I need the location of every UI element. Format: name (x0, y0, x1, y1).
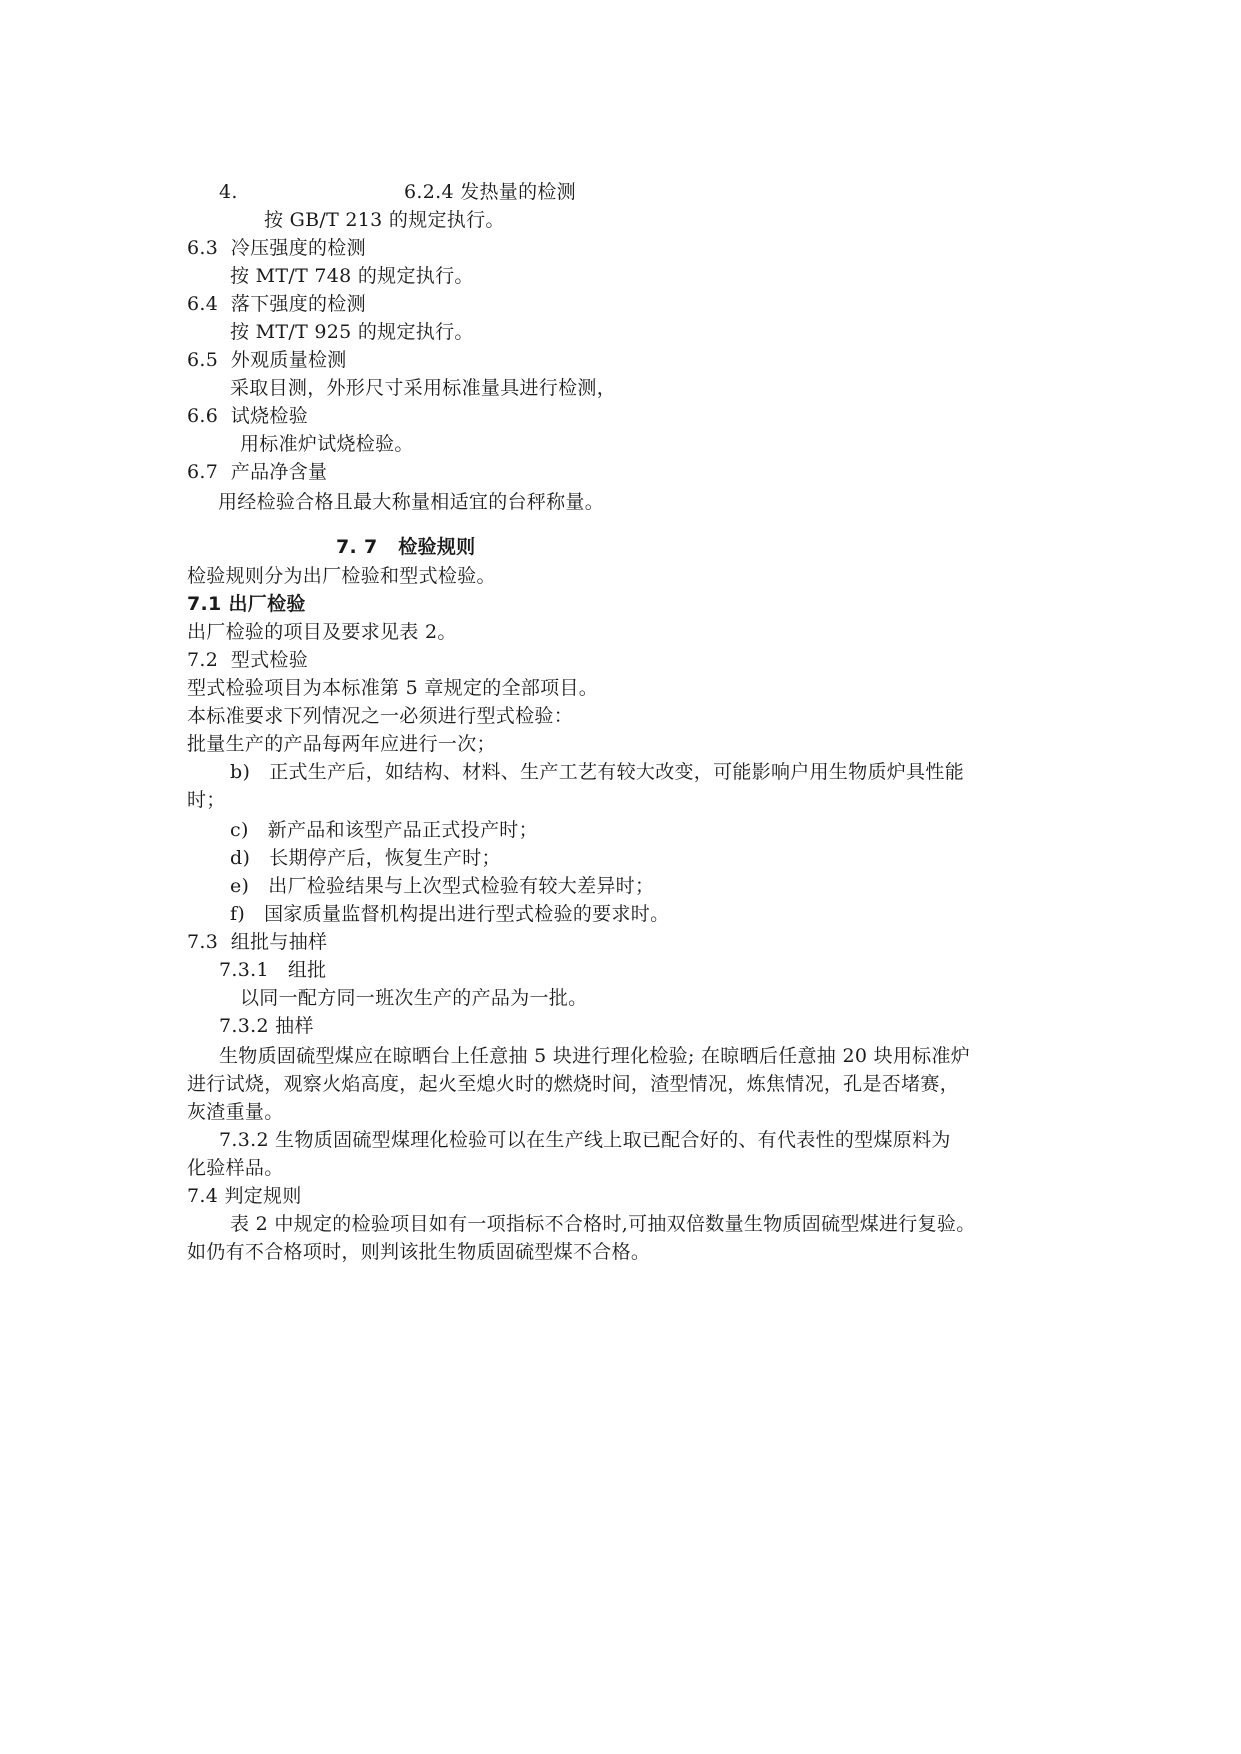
paragraph: 以同一配方同一班次生产的产品为一批。 (240, 987, 588, 1009)
section-heading-6-3: 6.3 冷压强度的检测 (187, 237, 366, 259)
section-heading-6-2-4: 6.2.4 发热量的检测 (404, 181, 576, 203)
paragraph: 出厂检验的项目及要求见表 2。 (187, 621, 457, 643)
paragraph: 检验规则分为出厂检验和型式检验。 (187, 565, 496, 587)
paragraph: 进行试烧，观察火焰高度，起火至熄火时的燃烧时间，渣型情况，炼焦情况，孔是否堵赛， (187, 1073, 960, 1095)
paragraph: 生物质固硫型煤应在晾晒台上任意抽 5 块进行理化检验; 在晾晒后任意抽 20 块用标准炉 (219, 1045, 971, 1067)
list-number: 4. (219, 181, 238, 203)
paragraph: 7.3.2 生物质固硫型煤理化检验可以在生产线上取已配合好的、有代表性的型煤原料为 (219, 1129, 951, 1151)
paragraph: 按 MT/T 925 的规定执行。 (230, 321, 474, 343)
section-heading-6-5: 6.5 外观质量检测 (187, 349, 347, 371)
section-heading-7-3: 7.3 组批与抽样 (187, 931, 328, 953)
list-item: b) 正式生产后，如结构、材料、生产工艺有较大改变，可能影响户用生物质炉具性能 (230, 761, 964, 783)
chapter-heading-7: 7. 7 检验规则 (336, 536, 476, 558)
section-heading-6-4: 6.4 落下强度的检测 (187, 293, 366, 315)
section-heading-7-1: 7.1 出厂检验 (187, 593, 306, 615)
section-heading-6-7: 6.7 产品净含量 (187, 461, 328, 483)
paragraph: 用标准炉试烧检验。 (240, 433, 414, 455)
subsection-heading-7-3-1: 7.3.1 组批 (219, 959, 327, 981)
paragraph: 用经检验合格且最大称量相适宜的台秤称量。 (218, 491, 605, 513)
paragraph: 表 2 中规定的检验项目如有一项指标不合格时,可抽双倍数量生物质固硫型煤进行复验。 (230, 1213, 976, 1235)
paragraph: 按 GB/T 213 的规定执行。 (264, 209, 505, 231)
list-item: 批量生产的产品每两年应进行一次； (187, 733, 496, 755)
list-item-continuation: 时； (187, 789, 226, 811)
list-item: c) 新产品和该型产品正式投产时； (230, 819, 538, 841)
section-heading-7-4: 7.4 判定规则 (187, 1185, 302, 1207)
paragraph: 采取目测，外形尺寸采用标准量具进行检测， (230, 377, 617, 399)
list-item: d) 长期停产后，恢复生产时； (230, 847, 501, 869)
paragraph: 型式检验项目为本标准第 5 章规定的全部项目。 (187, 677, 599, 699)
list-item: e) 出厂检验结果与上次型式检验有较大差异时； (230, 875, 655, 897)
paragraph: 如仍有不合格项时，则判该批生物质固硫型煤不合格。 (187, 1241, 651, 1263)
paragraph: 按 MT/T 748 的规定执行。 (230, 265, 474, 287)
paragraph: 化验样品。 (187, 1157, 284, 1179)
section-heading-6-6: 6.6 试烧检验 (187, 405, 308, 427)
section-heading-7-2: 7.2 型式检验 (187, 649, 308, 671)
paragraph: 灰渣重量。 (187, 1101, 284, 1123)
list-item: f) 国家质量监督机构提出进行型式检验的要求时。 (230, 903, 670, 925)
subsection-heading-7-3-2: 7.3.2 抽样 (219, 1015, 314, 1037)
paragraph: 本标准要求下列情况之一必须进行型式检验： (187, 705, 574, 727)
